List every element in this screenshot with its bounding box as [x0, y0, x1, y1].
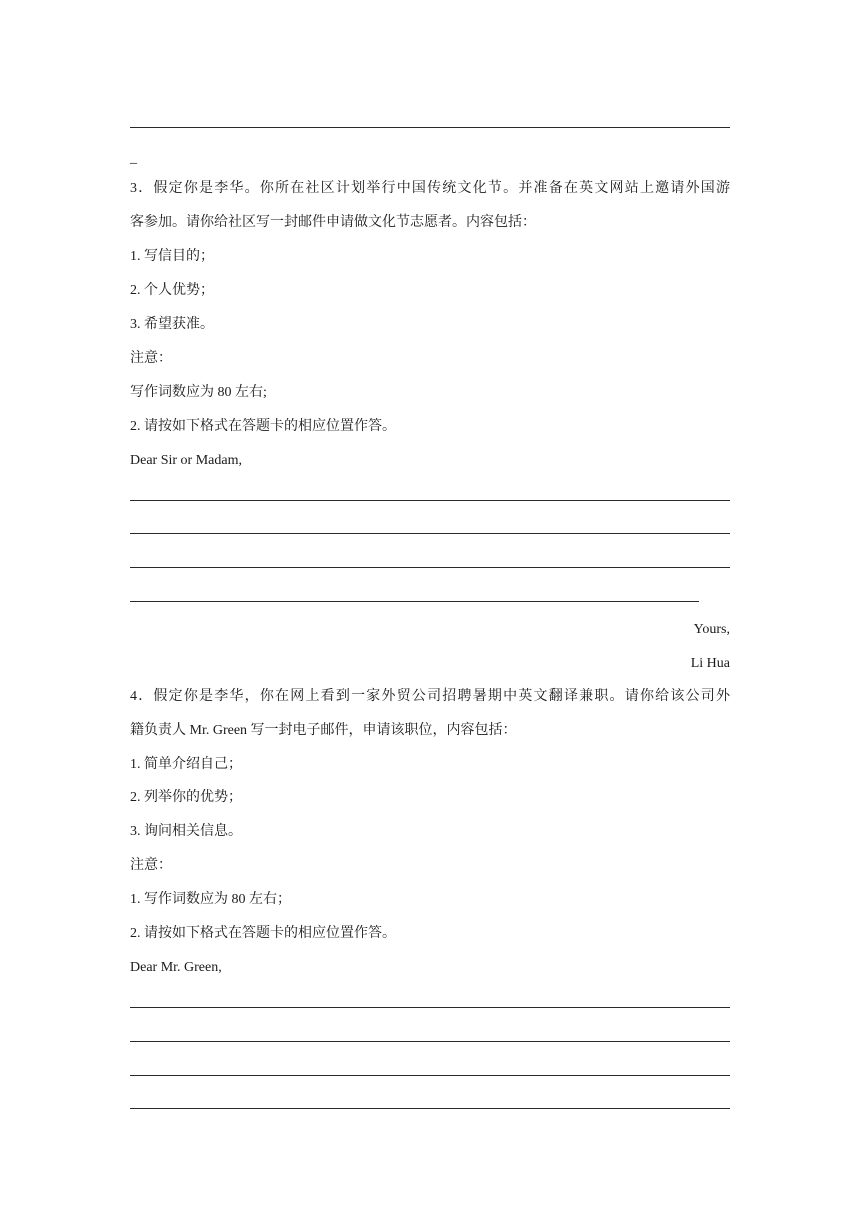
q3-point-3: 3. 希望获准。 [130, 317, 214, 332]
q3-note-1: 写作词数应为 80 左右; [130, 385, 267, 400]
q3-prompt-line-2: 客参加。请你给社区写一封邮件申请做文化节志愿者。内容包括： [130, 215, 536, 230]
q3-prompt-line-1: 3．假定你是李华。你所在社区计划举行中国传统文化节。并准备在英文网站上邀请外国游 [130, 181, 730, 196]
q4-answer-line-2 [130, 1041, 730, 1042]
q4-note-1: 1. 写作词数应为 80 左右； [130, 892, 291, 907]
q3-point-2: 2. 个人优势； [130, 283, 214, 298]
q3-point-1: 1. 写信目的； [130, 249, 214, 264]
q4-point-1: 1. 简单介绍自己； [130, 757, 242, 772]
answer-line [130, 127, 730, 128]
q4-point-2: 2. 列举你的优势； [130, 790, 242, 805]
q4-answer-line-4 [130, 1108, 730, 1109]
answer-line-tail: _ [130, 151, 137, 166]
q4-salutation: Dear Mr. Green, [130, 960, 222, 975]
q4-answer-line-1 [130, 1007, 730, 1008]
q4-note-2: 2. 请按如下格式在答题卡的相应位置作答。 [130, 926, 396, 941]
q3-answer-line-2 [130, 533, 730, 534]
q3-answer-line-1 [130, 500, 730, 501]
q4-note-label: 注意： [130, 858, 172, 873]
q3-answer-line-4 [130, 601, 699, 602]
q3-answer-line-3 [130, 567, 730, 568]
q4-prompt-line-2: 籍负责人 Mr. Green 写一封电子邮件，申请该职位，内容包括： [130, 723, 517, 738]
q3-closing: Yours, [693, 622, 730, 637]
q4-prompt-line-1: 4．假定你是李华，你在网上看到一家外贸公司招聘暑期中英文翻译兼职。请你给该公司外 [130, 689, 730, 704]
q3-note-label: 注意： [130, 351, 172, 366]
q4-point-3: 3. 询问相关信息。 [130, 824, 242, 839]
q3-salutation: Dear Sir or Madam, [130, 453, 242, 468]
q4-answer-line-3 [130, 1075, 730, 1076]
q3-note-2: 2. 请按如下格式在答题卡的相应位置作答。 [130, 419, 396, 434]
q3-signature: Li Hua [690, 656, 730, 671]
